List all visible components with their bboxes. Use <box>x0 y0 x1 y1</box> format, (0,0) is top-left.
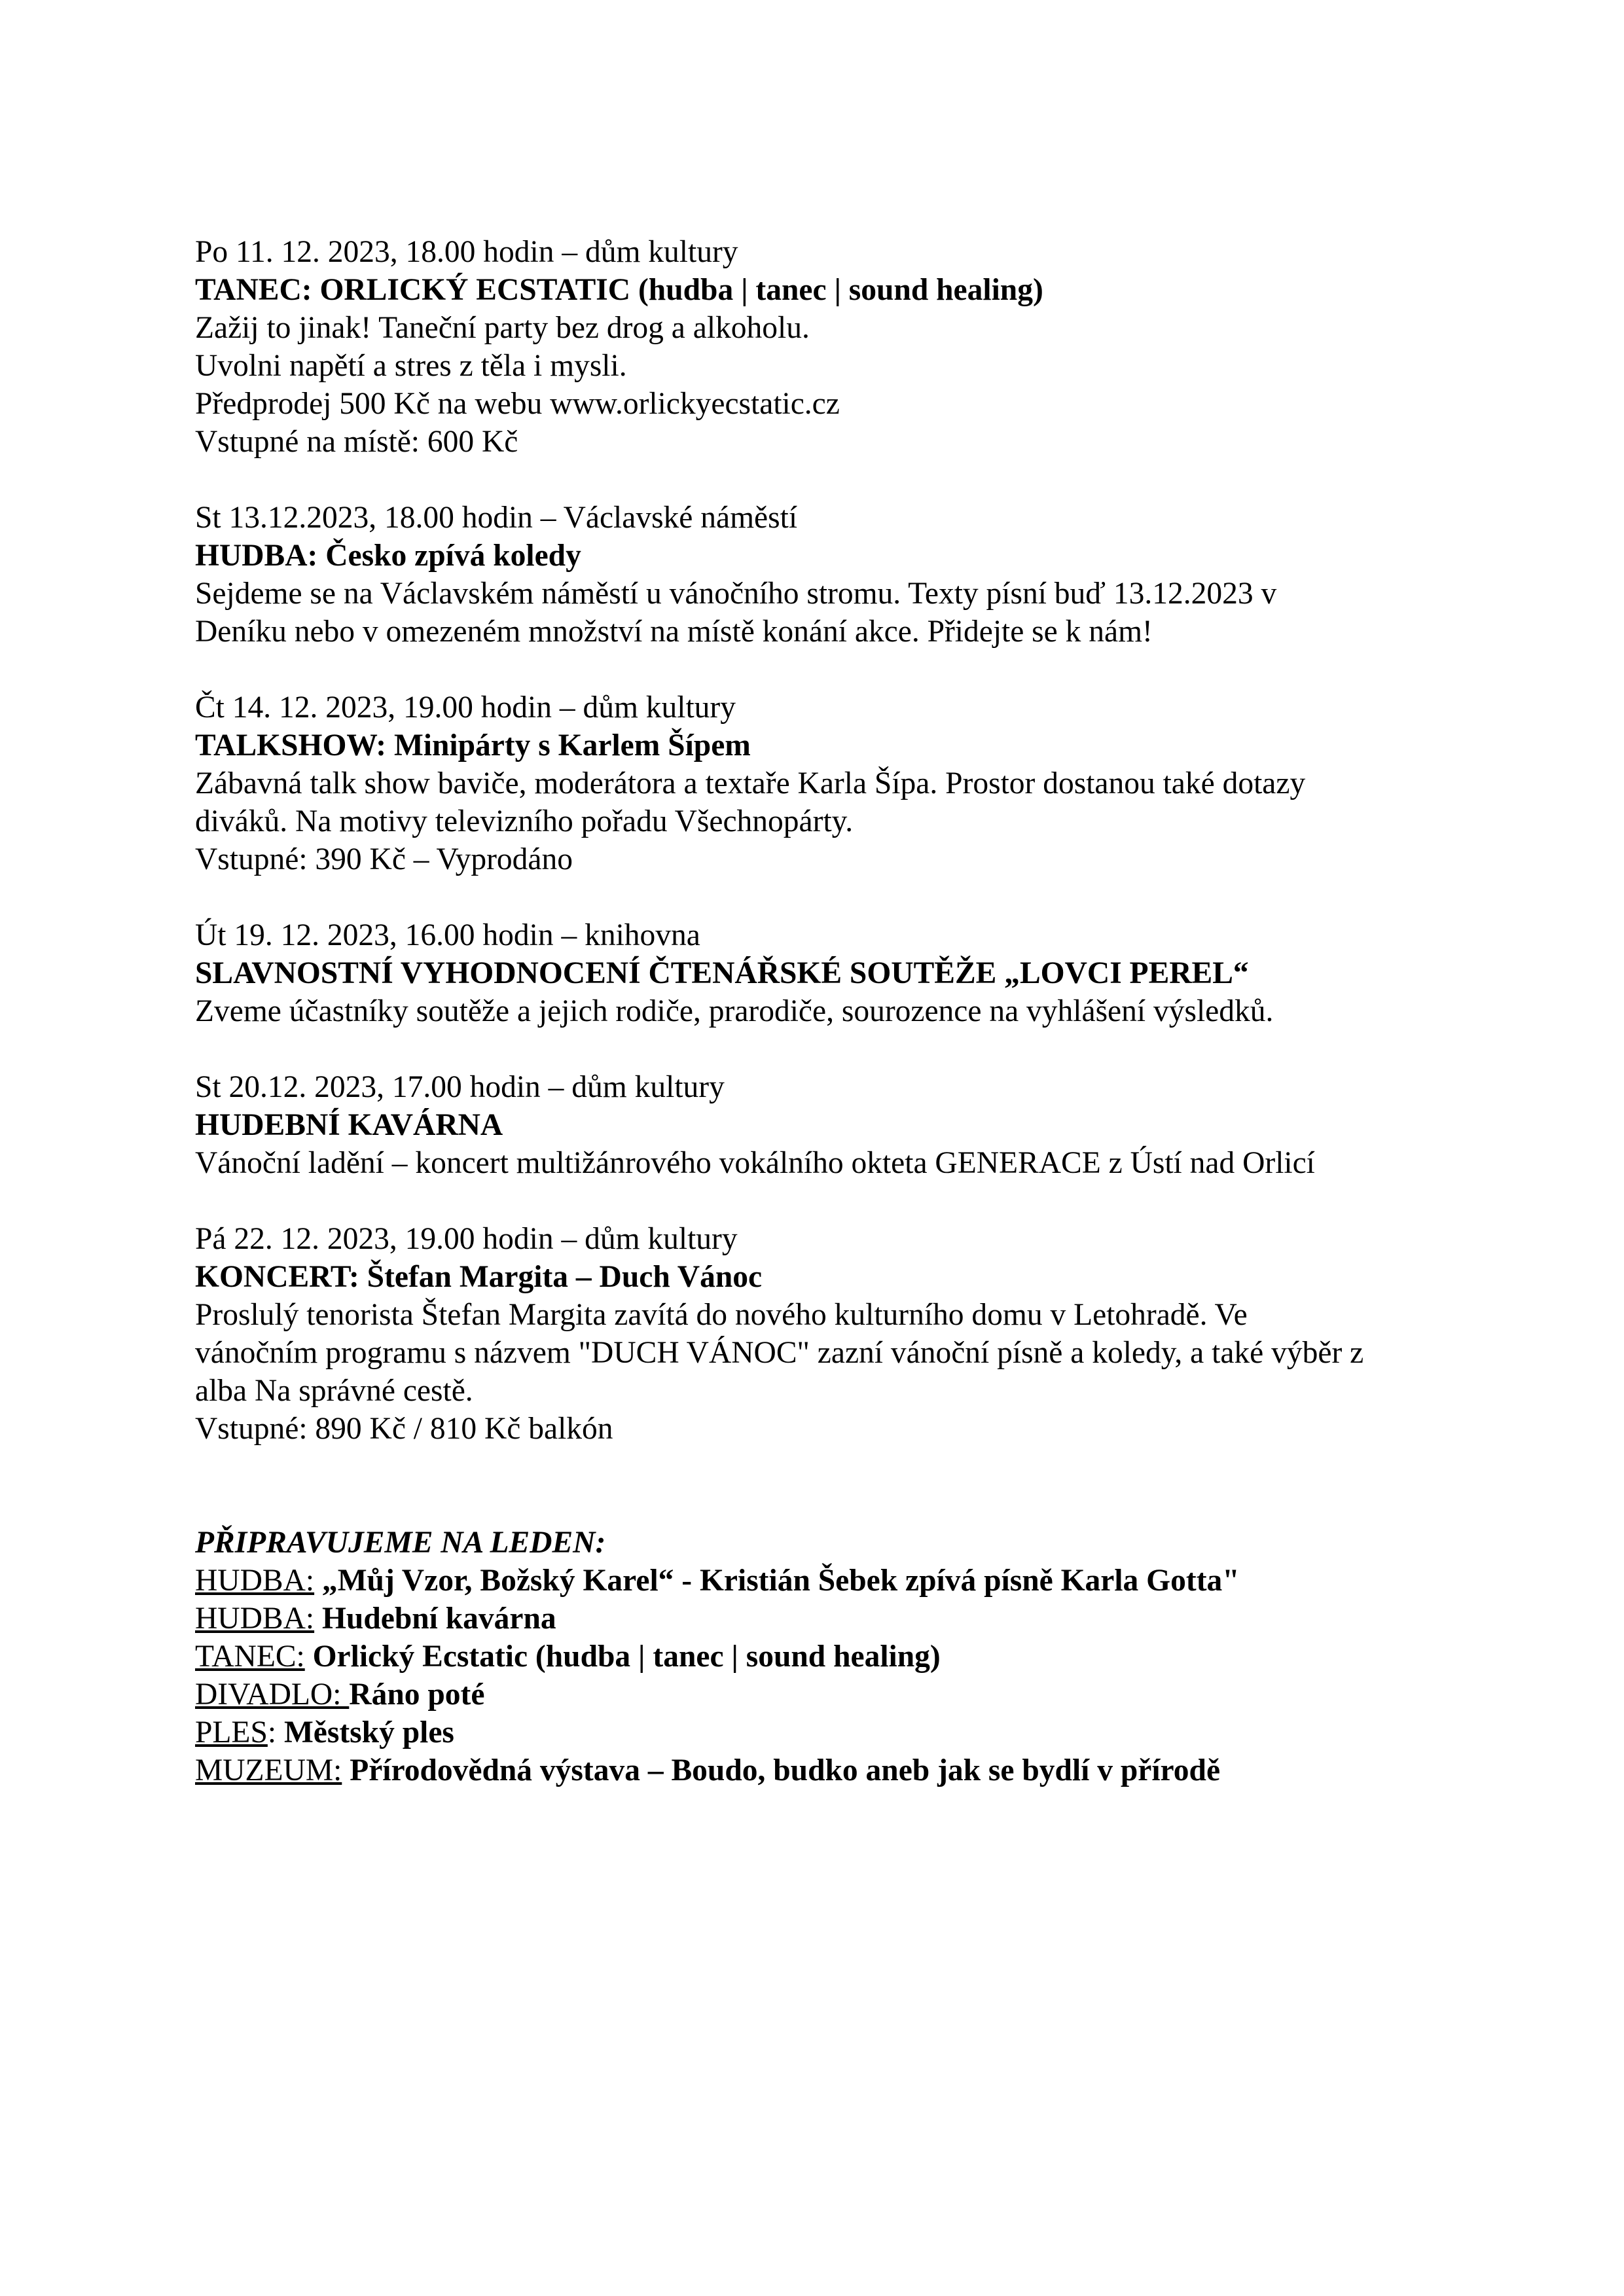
upcoming-name: Orlický Ecstatic (hudba | tanec | sound healing) <box>312 1640 941 1674</box>
event-price: Vstupné na místě: 600 Kč <box>195 425 518 459</box>
event-description-line: Předprodej 500 Kč na webu www.orlickyecstatic.cz <box>195 387 840 421</box>
event-2 <box>195 499 1471 651</box>
event-date: Pá 22. 12. 2023, 19.00 hodin – dům kultury <box>195 1222 738 1256</box>
upcoming-separator <box>314 1602 322 1636</box>
event-date: Út 19. 12. 2023, 16.00 hodin – knihovna <box>195 918 700 952</box>
upcoming-category: DIVADLO: <box>195 1677 350 1712</box>
upcoming-separator: : <box>267 1715 284 1749</box>
upcoming-category: HUDBA: <box>195 1602 315 1636</box>
event-1 <box>195 233 1471 461</box>
event-4 <box>195 916 1471 1030</box>
event-date: St 13.12.2023, 18.00 hodin – Václavské náměstí <box>195 501 798 535</box>
event-title: HUDEBNÍ KAVÁRNA <box>195 1108 503 1142</box>
upcoming-category: PLES <box>195 1715 268 1749</box>
upcoming-item <box>195 1638 1471 1676</box>
upcoming-heading: PŘIPRAVUJEME NA LEDEN: <box>195 1526 606 1560</box>
event-description-line: Sejdeme se na Václavském náměstí u vánočního stromu. Texty písní buď 13.12.2023 v <box>195 577 1277 611</box>
event-title: TANEC: ORLICKÝ ECSTATIC (hudba | tanec | sound healing) <box>195 273 1043 307</box>
upcoming-name: Ráno poté <box>349 1677 485 1712</box>
upcoming-name: „Můj Vzor, Božský Karel“ - Kristián Šebek zpívá písně Karla Gotta" <box>321 1564 1240 1598</box>
document-body <box>195 233 1471 1789</box>
event-title: TALKSHOW: Minipárty s Karlem Šípem <box>195 728 751 762</box>
upcoming-section <box>195 1524 1471 1789</box>
upcoming-separator <box>342 1753 350 1787</box>
event-title: HUDBA: Česko zpívá koledy <box>195 539 581 573</box>
event-5 <box>195 1068 1471 1182</box>
upcoming-category: TANEC: <box>195 1640 305 1674</box>
event-6 <box>195 1220 1471 1448</box>
event-price: Vstupné: 890 Kč / 810 Kč balkón <box>195 1412 613 1446</box>
upcoming-category: HUDBA: <box>195 1564 315 1598</box>
event-date: Čt 14. 12. 2023, 19.00 hodin – dům kultury <box>195 691 736 725</box>
event-description-line: Uvolni napětí a stres z těla i mysli. <box>195 349 627 383</box>
event-description-line: vánočním programu s názvem "DUCH VÁNOC" zazní vánoční písně a koledy, a také výběr z <box>195 1336 1364 1370</box>
event-title: SLAVNOSTNÍ VYHODNOCENÍ ČTENÁŘSKÉ SOUTĚŽE „LOVCI PEREL“ <box>195 956 1249 990</box>
event-description-line: Vánoční ladění – koncert multižánrového vokálního okteta GENERACE z Ústí nad Orlicí <box>195 1146 1315 1180</box>
event-price: Vstupné: 390 Kč – Vyprodáno <box>195 842 573 876</box>
upcoming-name: Hudební kavárna <box>321 1602 556 1636</box>
upcoming-item <box>195 1562 1471 1600</box>
upcoming-name: Přírodovědná výstava – Boudo, budko aneb jak se bydlí v přírodě <box>350 1753 1221 1787</box>
event-description-line: alba Na správné cestě. <box>195 1374 473 1408</box>
event-3 <box>195 689 1471 878</box>
event-date: Po 11. 12. 2023, 18.00 hodin – dům kultury <box>195 235 738 269</box>
event-description-line: diváků. Na motivy televizního pořadu Všechnopárty. <box>195 804 854 838</box>
upcoming-item <box>195 1600 1471 1638</box>
upcoming-separator <box>305 1640 313 1674</box>
event-date: St 20.12. 2023, 17.00 hodin – dům kultury <box>195 1070 725 1104</box>
upcoming-item <box>195 1676 1471 1713</box>
upcoming-item <box>195 1713 1471 1751</box>
upcoming-name: Městský ples <box>283 1715 454 1749</box>
upcoming-category: MUZEUM: <box>195 1753 342 1787</box>
event-description-line: Zažij to jinak! Taneční party bez drog a alkoholu. <box>195 311 810 345</box>
event-description-line: Proslulý tenorista Štefan Margita zavítá do nového kulturního domu v Letohradě. Ve <box>195 1298 1248 1332</box>
event-title: KONCERT: Štefan Margita – Duch Vánoc <box>195 1260 763 1294</box>
event-description-line: Zábavná talk show baviče, moderátora a textaře Karla Šípa. Prostor dostanou také dotazy <box>195 766 1306 800</box>
upcoming-item <box>195 1751 1471 1789</box>
upcoming-separator <box>314 1564 322 1598</box>
event-description-line: Zveme účastníky soutěže a jejich rodiče, prarodiče, sourozence na vyhlášení výsledků. <box>195 994 1274 1028</box>
event-description-line: Deníku nebo v omezeném množství na místě konání akce. Přidejte se k nám! <box>195 615 1153 649</box>
